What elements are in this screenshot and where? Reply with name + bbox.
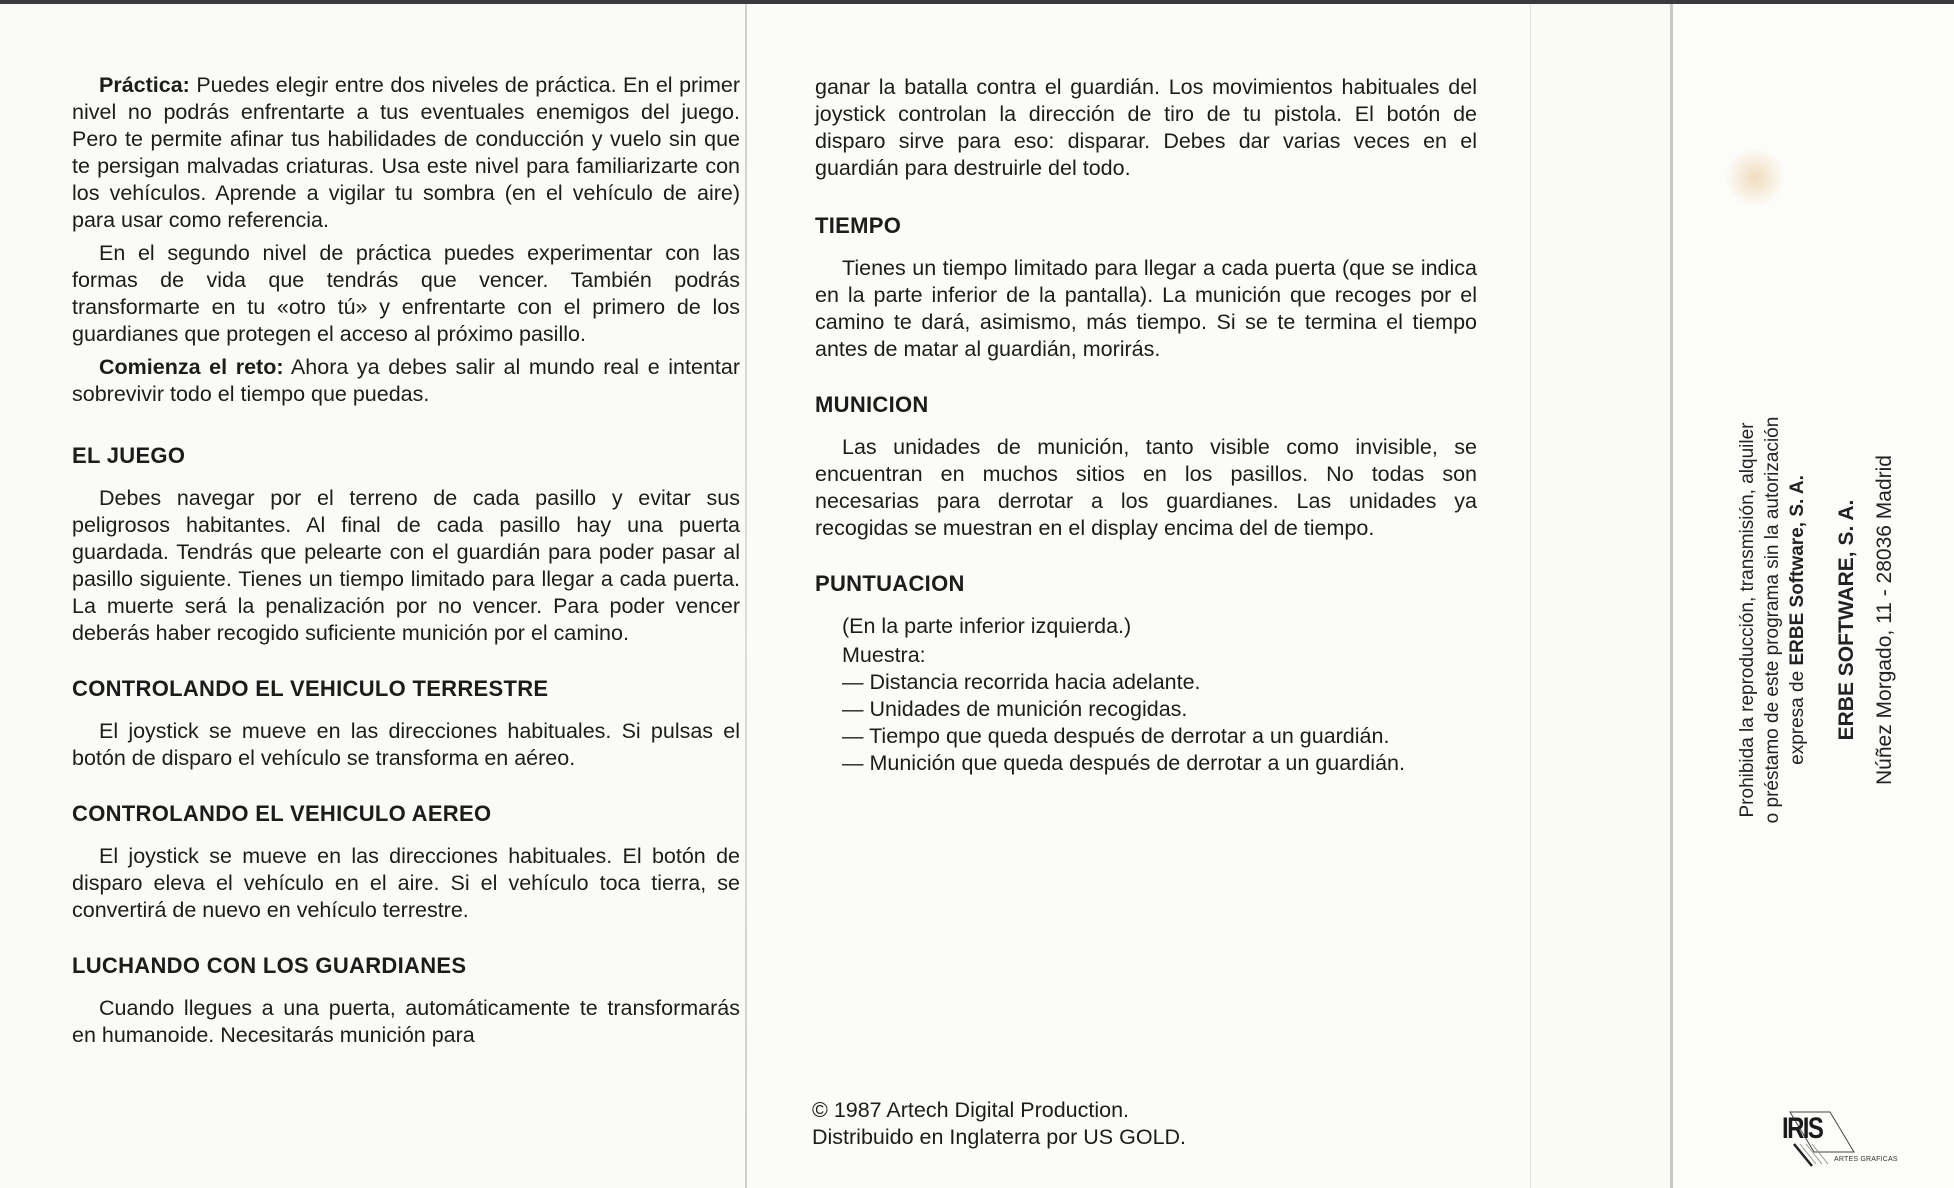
- puntuacion-location: (En la parte inferior izquierda.): [842, 614, 1132, 638]
- middle-column-text: [815, 74, 1477, 777]
- section-heading: TIEMPO: [815, 213, 902, 238]
- section-body: Las unidades de munición, tanto visible como invisible, se encuentran en muchos sitios en los pasillos. No todas son necesarias para derrotar a los guardianes. Las unidades ya recogidas se muestran en el display encima del de tiempo.: [815, 435, 1477, 540]
- section-municion: [815, 391, 1477, 542]
- notice-line: o préstamo de este programa sin la autorización: [1762, 416, 1783, 824]
- left-column-text: [72, 72, 740, 1049]
- puntuacion-item: — Munición que queda después de derrotar a un guardián.: [842, 751, 1405, 775]
- section-body: El joystick se mueve en las direcciones habituales. Si pulsas el botón de disparo el vehículo se transforma en aéreo.: [72, 719, 740, 770]
- notice-line: [1785, 360, 1810, 880]
- section-heading: PUNTUACION: [815, 571, 965, 596]
- section-tiempo: [815, 212, 1477, 363]
- puntuacion-item: — Unidades de munición recogidas.: [842, 697, 1188, 721]
- iris-logo-subtitle: ARTES GRAFICAS: [1834, 1156, 1898, 1163]
- paper-stain: [1725, 150, 1785, 205]
- puntuacion-item: — Tiempo que queda después de derrotar a un guardián.: [842, 724, 1390, 748]
- practica-text: Puedes elegir entre dos niveles de práctica. En el primer nivel no podrás enfrentarte a tus eventuales enemigos del juego. Pero te permite afinar tus habilidades de conducción y vuelo sin que te persigan malvadas criaturas. Usa este nivel para familiarizarte con los vehículos. Aprende a vigilar tu sombra (en el vehículo de aire) para usar como referencia.: [72, 73, 740, 232]
- fold-line: [1670, 4, 1673, 1188]
- company-name: [1832, 360, 1862, 880]
- section-body: Debes navegar por el terreno de cada pasillo y evitar sus peligrosos habitantes. Al final de cada pasillo hay una puerta guardada. Tendrás que pelearte con el guardián para poder pasar al pasillo siguiente. Tienes un tiempo limitado para llegar a cada puerta. La muerte será la penalización por no vencer. Para poder vencer deberás haber recogido suficiente munición por el camino.: [72, 486, 740, 645]
- section-heading: CONTROLANDO EL VEHICULO TERRESTRE: [72, 676, 549, 701]
- section-vehiculo-terrestre: [72, 675, 740, 772]
- section-heading: LUCHANDO CON LOS GUARDIANES: [72, 953, 467, 978]
- section-body: Tienes un tiempo limitado para llegar a cada puerta (que se indica en la parte inferior de la pantalla). La munición que recoges por el camino te dará, asimismo, más tiempo. Si se te termina el tiempo antes de matar al guardián, morirás.: [815, 256, 1477, 361]
- continuation-paragraph: ganar la batalla contra el guardián. Los movimientos habituales del joystick controlan la dirección de tiro de tu pistola. El botón de disparo sirve para eso: disparar. Debes dar varias veces en el guardián para destruirle del todo.: [815, 75, 1477, 180]
- section-vehiculo-aereo: [72, 800, 740, 924]
- notice-prefix: expresa de: [1787, 665, 1808, 765]
- credits: [812, 1097, 1186, 1151]
- segundo-nivel-paragraph: En el segundo nivel de práctica puedes experimentar con las formas de vida que tendrás que vencer. También podrás transformarte en tu «otro tú» y enfrentarte con el primero de los guardianes que protegen el acceso al próximo pasillo.: [72, 241, 740, 346]
- reto-text: Ahora ya debes salir al mundo real e intentar sobrevivir todo el tiempo que puedas.: [72, 355, 740, 406]
- section-body: El joystick se mueve en las direcciones habituales. El botón de disparo eleva el vehículo en el aire. Si el vehículo toca tierra, se convertirá de nuevo en vehículo terrestre.: [72, 844, 740, 922]
- reto-label: Comienza el reto:: [99, 355, 284, 379]
- blank-strip-panel: [1530, 4, 1670, 1188]
- section-guardianes: [72, 952, 740, 1049]
- company-address: Núñez Morgado, 11 - 28036 Madrid: [1873, 455, 1896, 785]
- section-body: Cuando llegues a una puerta, automáticamente te transformarás en humanoide. Necesitarás munición para: [72, 996, 740, 1047]
- notice-company: ERBE Software, S. A.: [1787, 475, 1808, 666]
- company-name-text: ERBE SOFTWARE, S. A.: [1835, 499, 1858, 741]
- section-heading: MUNICION: [815, 392, 929, 417]
- iris-logo-word: IRIS: [1782, 1112, 1823, 1145]
- section-heading: CONTROLANDO EL VEHICULO AEREO: [72, 801, 492, 826]
- section-heading: EL JUEGO: [72, 443, 186, 468]
- fold-line: [1530, 4, 1531, 1188]
- notice-line: Prohibida la reproducción, transmisión, alquiler: [1737, 422, 1758, 818]
- section-puntuacion: [815, 570, 1477, 777]
- copyright-line: © 1987 Artech Digital Production.: [812, 1098, 1130, 1122]
- legal-notice: [1735, 360, 1900, 880]
- section-el-juego: [72, 442, 740, 647]
- puntuacion-intro: Muestra:: [842, 643, 926, 667]
- fold-line: [745, 4, 747, 1188]
- puntuacion-item: — Distancia recorrida hacia adelante.: [842, 670, 1201, 694]
- reto-paragraph: [72, 354, 740, 408]
- practica-paragraph: [72, 72, 740, 234]
- iris-printer-logo: [1782, 1108, 1902, 1168]
- distribution-line: Distribuido en Inglaterra por US GOLD.: [812, 1125, 1187, 1149]
- practica-label: Práctica:: [99, 73, 190, 97]
